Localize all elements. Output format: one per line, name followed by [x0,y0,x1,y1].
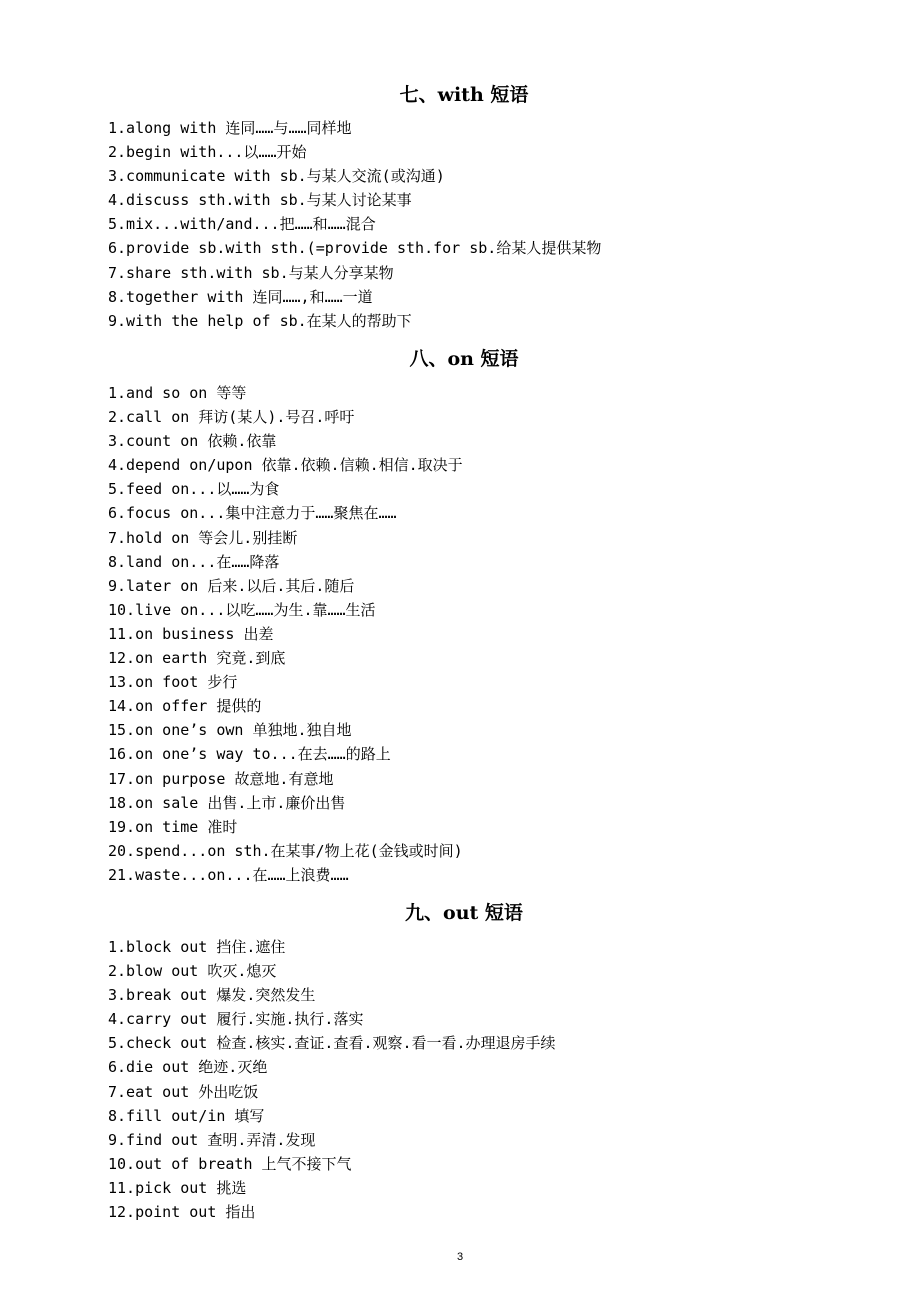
section-with-phrases [108,80,812,333]
list-item: 9.find out 查明.弄清.发现 [108,1130,316,1149]
list-item: 8.fill out/in 填写 [108,1106,265,1125]
list-item: 5.mix...with/and...把……和……混合 [108,215,376,234]
list-item: 16.on one’s way to...在去……的路上 [108,745,391,764]
list-item: 3.break out 爆发.突然发生 [108,986,316,1005]
list-item: 10.live on...以吃……为生.靠……生活 [108,600,376,619]
list-item: 6.focus on...集中注意力于……聚焦在…… [108,504,397,523]
list-item: 12.point out 指出 [108,1203,256,1222]
list-item: 5.feed on...以……为食 [108,480,280,499]
section-out-phrases [108,898,812,1224]
list-item: 15.on one’s own 单独地.独自地 [108,721,352,740]
list-item: 1.along with 连同……与……同样地 [108,119,352,137]
list-item: 11.on business 出差 [108,624,274,643]
list-item: 14.on offer 提供的 [108,697,262,716]
list-item: 19.on time 准时 [108,817,238,836]
list-item: 18.on sale 出售.上市.廉价出售 [108,793,346,812]
list-item: 3.communicate with sb.与某人交流(或沟通) [108,167,445,186]
list-item: 12.on earth 究竟.到底 [108,649,286,668]
list-item: 6.die out 绝迹.灭绝 [108,1058,268,1077]
list-item: 2.call on 拜访(某人).号召.呼吁 [108,408,355,427]
list-item: 7.share sth.with sb.与某人分享某物 [108,263,394,282]
phrase-list-with [108,116,812,333]
list-item: 4.depend on/upon 依靠.依赖.信赖.相信.取决于 [108,456,463,475]
list-item: 2.blow out 吹灭.熄灭 [108,962,277,981]
list-item: 9.with the help of sb.在某人的帮助下 [108,311,412,330]
section-title-on: 八、on 短语 [409,348,519,370]
list-item: 10.out of breath 上气不接下气 [108,1154,352,1173]
section-title-out: 九、out 短语 [405,902,523,924]
list-item: 3.count on 依赖.依靠 [108,432,277,451]
list-item: 11.pick out 挑选 [108,1178,247,1197]
section-on-phrases [108,344,812,887]
section-title-with: 七、with 短语 [399,84,529,106]
list-item: 8.land on...在……降落 [108,552,280,571]
list-item: 21.waste...on...在……上浪费…… [108,865,349,884]
phrase-list-out [108,935,812,1224]
list-item: 1.and so on 等等 [108,384,247,402]
list-item: 7.eat out 外出吃饭 [108,1082,259,1101]
list-item: 4.discuss sth.with sb.与某人讨论某事 [108,191,412,210]
list-item: 9.later on 后来.以后.其后.随后 [108,576,355,595]
list-item: 5.check out 检查.核实.查证.查看.观察.看一看.办理退房手续 [108,1034,556,1053]
page-number: 3 [456,1251,464,1263]
list-item: 6.provide sb.with sth.(=provide sth.for sb.给某人提供某物 [108,239,602,258]
phrase-list-on [108,381,812,887]
list-item: 2.begin with...以……开始 [108,143,307,162]
list-item: 17.on purpose 故意地.有意地 [108,769,334,788]
list-item: 20.spend...on sth.在某事/物上花(金钱或时间) [108,841,463,860]
list-item: 13.on foot 步行 [108,673,238,692]
list-item: 8.together with 连同……,和……一道 [108,287,373,306]
list-item: 4.carry out 履行.实施.执行.落实 [108,1010,364,1029]
list-item: 7.hold on 等会儿.别挂断 [108,528,298,547]
list-item: 1.block out 挡住.遮住 [108,938,286,956]
